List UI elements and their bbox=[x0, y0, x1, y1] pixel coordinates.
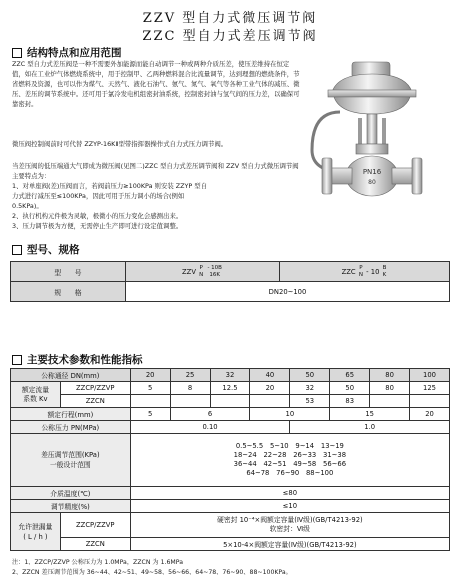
dn-label: 公称通径 DN(mm) bbox=[11, 369, 131, 382]
table-row bbox=[11, 421, 450, 434]
table-row bbox=[11, 434, 450, 487]
stroke-cell: 6 bbox=[170, 408, 250, 421]
section-bullet-icon bbox=[12, 355, 22, 365]
kv-cell: 20 bbox=[250, 382, 290, 395]
temp-value: ≤80 bbox=[130, 487, 449, 500]
kv-cell: 5 bbox=[130, 382, 170, 395]
footnote-1: 注：1、ZZCP/ZZVP 公称压力为 1.0MPa，ZZCN 为 1.6MPa bbox=[12, 559, 184, 566]
features-line: 力式进行减压至≤100KPa，因此可用于压力调小的场合(例如 bbox=[12, 192, 185, 200]
features-paragraph-2: 微压阀控制阀前时可代替 ZZYP-16KⅡ型带指挥器操作式自力式压力调节阀。 bbox=[12, 140, 228, 148]
kv-cell: 53 bbox=[290, 395, 330, 408]
range-label: 差压调节范围(KPa) 一般设计范围 bbox=[11, 434, 131, 487]
valve-stem bbox=[367, 114, 377, 144]
section-bullet-icon bbox=[12, 245, 22, 255]
title-zzv: ZZV 型自力式微压调节阀 bbox=[142, 11, 318, 26]
stroke-cell: 15 bbox=[330, 408, 410, 421]
valve-illustration bbox=[300, 60, 450, 210]
yoke-left bbox=[358, 118, 362, 144]
stroke-cell: 10 bbox=[250, 408, 330, 421]
pn-cell: 0.10 bbox=[130, 421, 290, 434]
section-params-title: 主要技术参数和性能指标 bbox=[27, 354, 143, 366]
features-paragraph-1: ZZC 型自力式差压阀是一种不需要外加能源而能自动调节一种或两种介质压差，使压差维持在恒定值，如在工业炉气体燃烧系统中，用于控制甲、乙两种燃料混合比流量调节，达到理想的燃烧条件，节省燃料及资源，也可以作为煤气、天然气、液化石油气、氨气、氮气、氧气等各种工业气体的减压、微压、差压的调节系统中。还可用于氯冷发电机组密封油系统，控制密封油与氢气间的压力差，以确保可靠密封。 bbox=[12, 60, 300, 108]
stroke-cell: 5 bbox=[130, 408, 170, 421]
zzcp-label: ZZCP/ZZVP bbox=[60, 382, 130, 395]
section-bullet-icon bbox=[12, 48, 22, 58]
leak-zzcn-label: ZZCN bbox=[60, 538, 130, 551]
kv-cell: 50 bbox=[330, 382, 370, 395]
section-params bbox=[12, 352, 143, 367]
kv-cell: 12.5 bbox=[210, 382, 250, 395]
leak-zzcn-value: 5×10-4×阀额定容量(Ⅳ级)(GB/T4213-92) bbox=[130, 538, 449, 551]
pn-label: 公称压力 PN(MPa) bbox=[11, 421, 131, 434]
leak-label: 允许泄漏量 ( L / h ) bbox=[11, 513, 61, 551]
kv-cell: 80 bbox=[370, 382, 410, 395]
table-row bbox=[11, 369, 450, 382]
section-features bbox=[12, 45, 122, 60]
table-row bbox=[11, 382, 450, 395]
kv-cell: 8 bbox=[170, 382, 210, 395]
section-models-title: 型号、规格 bbox=[27, 244, 80, 256]
kv-cell: 83 bbox=[330, 395, 370, 408]
dn-cell: 40 bbox=[250, 369, 290, 382]
diaphragm-upper bbox=[332, 74, 412, 92]
diaphragm-lower bbox=[334, 97, 410, 114]
parameters-table bbox=[10, 368, 450, 551]
model-spec-table bbox=[10, 261, 450, 302]
pipe-right bbox=[392, 168, 414, 184]
valve-body bbox=[346, 156, 398, 196]
table-row bbox=[11, 513, 450, 538]
dn-cell: 20 bbox=[130, 369, 170, 382]
flange-left bbox=[322, 158, 332, 194]
footnote-2: 2、ZZCN 差压调节范围为 36~44、42~51、49~58、56~66、64~78、76~90、88~100KPa。 bbox=[12, 569, 292, 576]
dn-cell: 100 bbox=[410, 369, 450, 382]
model-label: 型 号 bbox=[11, 262, 126, 282]
pipe-left bbox=[330, 168, 352, 184]
dn-cell: 32 bbox=[210, 369, 250, 382]
features-line: 0.5KPa)。 bbox=[12, 202, 43, 210]
model-zzc: ZZC P N - 10 B K bbox=[279, 262, 449, 282]
section-models bbox=[12, 242, 80, 257]
table-row bbox=[11, 538, 450, 551]
stroke-label: 额定行程(mm) bbox=[11, 408, 131, 421]
flange-right bbox=[412, 158, 422, 194]
footnotes bbox=[12, 558, 292, 578]
spec-label: 规 格 bbox=[11, 282, 126, 302]
table-row bbox=[11, 408, 450, 421]
leak-zzcp-value: 硬密封 10⁻⁴×阀额定容量(Ⅳ级)(GB/T4213-92) 软密封：Ⅵ级 bbox=[130, 513, 449, 538]
kv-label: 额定流量 系数 Kv bbox=[11, 382, 61, 408]
dn-cell: 50 bbox=[290, 369, 330, 382]
valve-label-dn: 80 bbox=[368, 179, 376, 186]
stroke-cell: 20 bbox=[410, 408, 450, 421]
spec-value: DN20~100 bbox=[126, 282, 450, 302]
zzcn-label: ZZCN bbox=[60, 395, 130, 408]
temp-label: 介质温度(℃) bbox=[11, 487, 131, 500]
yoke-right bbox=[382, 118, 386, 144]
table-row bbox=[11, 395, 450, 408]
kv-cell: 125 bbox=[410, 382, 450, 395]
dn-cell: 25 bbox=[170, 369, 210, 382]
bonnet bbox=[356, 144, 388, 154]
features-line: 当差压阀的低压端通大气即成为微压阀(见图二)ZZC 型自力式差压调节阀和 ZZV 型自力式微压调节阀主要特点为： bbox=[12, 162, 299, 180]
features-line: 3、压力调节极为方便，无需停止生产即可进行设定值调整。 bbox=[12, 222, 183, 230]
title-zzc: ZZC 型自力式差压调节阀 bbox=[142, 29, 318, 44]
precision-label: 调节精度(%) bbox=[11, 500, 131, 513]
features-line: 1、对单座阀(差)压阀而言，若阀前压力≥100KPa 则安装 ZZYP 型自 bbox=[12, 182, 208, 190]
section-features-title: 结构特点和应用范围 bbox=[27, 47, 122, 59]
valve-label-pn: PN16 bbox=[362, 168, 382, 176]
table-row bbox=[11, 487, 450, 500]
precision-value: ≤10 bbox=[130, 500, 449, 513]
kv-cell: 32 bbox=[290, 382, 330, 395]
model-zzv: ZZV P N - 10B 16K bbox=[126, 262, 280, 282]
dn-cell: 65 bbox=[330, 369, 370, 382]
features-line: 2、执行机构元件极为灵敏，极微小的压力变化会感测出来。 bbox=[12, 212, 183, 220]
leak-zzcp-label: ZZCP/ZZVP bbox=[60, 513, 130, 538]
table-row bbox=[11, 500, 450, 513]
range-values: 0.5~5.5 5~10 9~14 13~19 18~24 22~28 26~33 31~38 36~44 42~51 49~58 56~66 64~78 76~90 88~100 bbox=[130, 434, 449, 487]
diaphragm-flange bbox=[328, 90, 416, 97]
pn-cell: 1.0 bbox=[290, 421, 450, 434]
dn-cell: 80 bbox=[370, 369, 410, 382]
